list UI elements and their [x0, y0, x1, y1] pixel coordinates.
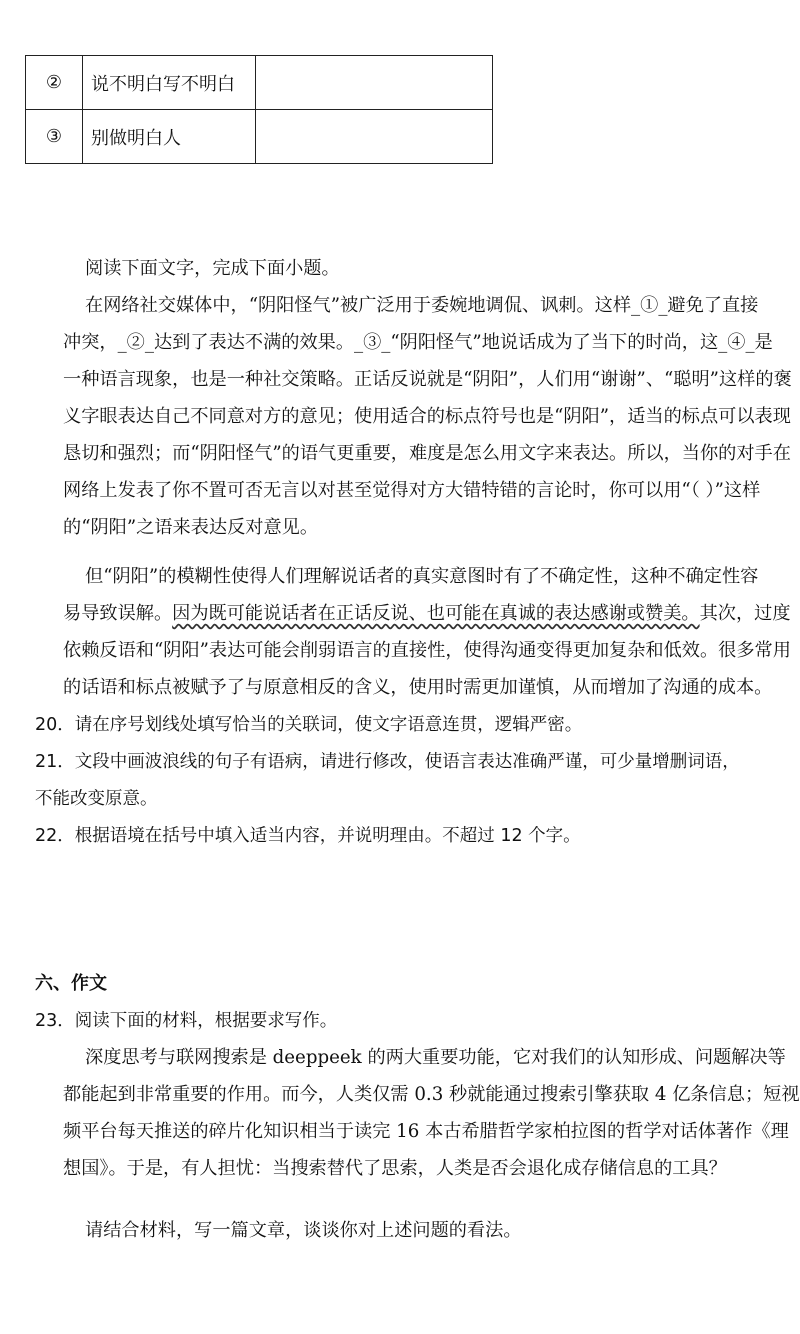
table-row — [26, 56, 493, 110]
question-22: 22．根据语境在括号中填入适当内容，并说明理由。不超过 12 个字。 — [35, 826, 581, 846]
table-row — [26, 110, 493, 164]
passage-line: 在网络社交媒体中，“阴阳怪气”被广泛用于委婉地调侃、讽刺。这样_①_避免了直接 — [85, 295, 759, 316]
wavy-underlined-sentence: 因为既可能说话者在正话反说、也可能在真诚的表达感谢或赞美。 — [172, 603, 700, 624]
passage-segment: 易导致误解。 — [63, 603, 173, 624]
section-title: 六、作文 — [35, 973, 107, 994]
passage-line: 的“阴阳”之语来表达反对意见。 — [63, 517, 319, 538]
passage-line: 冲突，_②_达到了表达不满的效果。_③_“阴阳怪气”地说话成为了当下的时尚，这_④_是 — [63, 332, 773, 353]
question-20: 20．请在序号划线处填写恰当的关联词，使文字语意连贯，逻辑严密。 — [35, 715, 583, 735]
question-23: 23．阅读下面的材料，根据要求写作。 — [35, 1011, 338, 1031]
passage-line: 依赖反语和“阴阳”表达可能会削弱语言的直接性，使得沟通变得更加复杂和低效。很多常用 — [63, 640, 791, 661]
row-text: 说不明白写不明白 — [83, 56, 256, 110]
material-line: 深度思考与联网搜索是 deeppeek 的两大重要功能，它对我们的认知形成、问题解决等 — [85, 1047, 786, 1068]
question-21: 21．文段中画波浪线的句子有语病，请进行修改，使语言表达准确严谨，可少量增删词语， — [35, 752, 740, 772]
answer-cell[interactable] — [256, 110, 493, 164]
passage-segment: 其次，过度 — [699, 603, 791, 624]
question-21-cont: 不能改变原意。 — [35, 789, 158, 809]
answer-table — [25, 55, 493, 164]
passage-line: 一种语言现象，也是一种社交策略。正话反说就是“阴阳”，人们用“谢谢”、“聪明”这样的褒 — [63, 369, 792, 390]
row-number: ③ — [26, 110, 83, 164]
passage-line — [63, 602, 791, 626]
answer-cell[interactable] — [256, 56, 493, 110]
passage-line: 但“阴阳”的模糊性使得人们理解说话者的真实意图时有了不确定性，这种不确定性容 — [85, 566, 759, 587]
material-line: 都能起到非常重要的作用。而今，人类仅需 0.3 秒就能通过搜索引擎获取 4 亿条信息；短视 — [63, 1084, 800, 1105]
row-number: ② — [26, 56, 83, 110]
passage-line: 的话语和标点被赋予了与原意相反的含义，使用时需更加谨慎，从而增加了沟通的成本。 — [63, 677, 773, 698]
material-line: 想国》。于是，有人担忧：当搜索替代了思索，人类是否会退化成存储信息的工具？ — [63, 1158, 727, 1179]
reading-intro: 阅读下面文字，完成下面小题。 — [85, 258, 340, 279]
passage-line: 网络上发表了你不置可否无言以对甚至觉得对方大错特错的言论时，你可以用“（ ）”这样 — [63, 480, 761, 501]
row-text: 别做明白人 — [83, 110, 256, 164]
essay-requirement: 请结合材料，写一篇文章，谈谈你对上述问题的看法。 — [85, 1220, 522, 1241]
passage-line: 义字眼表达自己不同意对方的意见；使用适合的标点符号也是“阴阳”，适当的标点可以表现 — [63, 406, 791, 427]
passage-line: 恳切和强烈；而“阴阳怪气”的语气更重要，难度是怎么用文字来表达。所以，当你的对手在 — [63, 443, 791, 464]
material-line: 频平台每天推送的碎片化知识相当于读完 16 本古希腊哲学家柏拉图的哲学对话体著作《理 — [63, 1121, 789, 1142]
